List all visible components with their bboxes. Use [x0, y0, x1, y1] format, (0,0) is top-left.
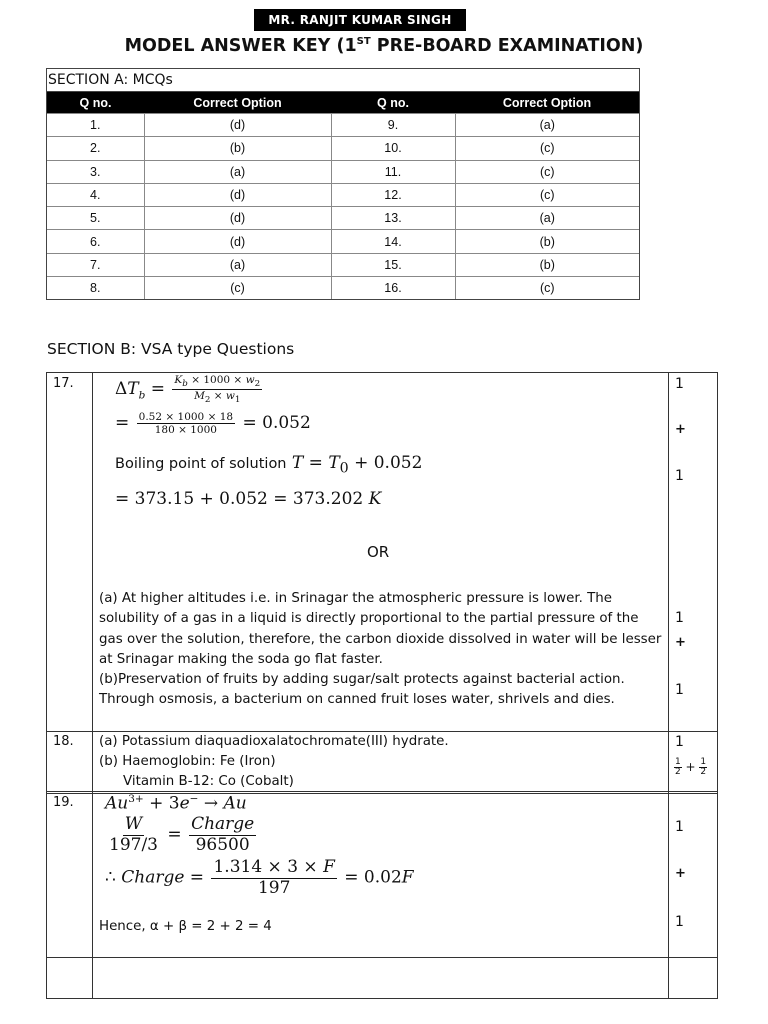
question-number-cell: 5.: [47, 207, 144, 230]
correct-option-cell: (b): [144, 137, 331, 160]
answer-paragraph-b: (b)Preservation of fruits by adding sugar/salt protects against bacterial action. Through osmosis, a bacterium on canned fruit loses water, shrivels and dies.: [99, 672, 625, 708]
question-number-cell: 2.: [47, 137, 144, 160]
correct-option-cell: (a): [455, 114, 639, 137]
marks-plus: +: [675, 422, 686, 437]
correct-option-cell: (b): [455, 230, 639, 253]
correct-option-cell: (d): [144, 230, 331, 253]
vsa-answer-table: [46, 372, 718, 999]
section-a-heading: SECTION A: MCQs: [47, 69, 639, 92]
question-number-cell: 6.: [47, 230, 144, 253]
correct-option-cell: (a): [144, 253, 331, 276]
title-superscript: ST: [356, 36, 371, 48]
correct-option-cell: (c): [144, 277, 331, 300]
question-number-cell: 15.: [331, 253, 455, 276]
correct-option-cell: (c): [455, 137, 639, 160]
title-part: MODEL ANSWER KEY (1: [124, 36, 357, 56]
correct-option-cell: (a): [144, 160, 331, 183]
marks-value: 1: [675, 819, 684, 835]
marks-plus: +: [675, 866, 686, 881]
formula-substitution: = $\frac{0.52 \times 1000 \times 18}{180 \times 1000}$ = 0.052: [115, 411, 311, 437]
formula-delta-tb: $\Delta T_b$ = $\frac{K_b \times 1000 \times w_2}{M_2 \times w_1}$: [115, 374, 261, 406]
mcq-row: [47, 277, 639, 300]
formula-charge: ∴ Charge = $\frac{1.314 \times 3 \times F}{197}$ = 0.02F: [105, 857, 414, 898]
column-header: Q no.: [47, 92, 144, 114]
question-number-cell: 8.: [47, 277, 144, 300]
marks-plus: +: [675, 635, 686, 650]
question-number-cell: 7.: [47, 253, 144, 276]
marks-value: 1: [675, 682, 684, 698]
correct-option-cell: (c): [455, 160, 639, 183]
marks-value: 1: [675, 376, 684, 392]
mcq-header-row: [47, 92, 639, 114]
answer-line: (b) Haemoglobin: Fe (Iron): [99, 754, 276, 769]
mcq-row: [47, 253, 639, 276]
section-b-heading: SECTION B: VSA type Questions: [47, 340, 295, 358]
formula-reduction: $Au^{3+} + 3e^- \to Au$: [105, 793, 247, 814]
marks-half-plus-half: $\frac{1}{2}$ + $\frac{1}{2}$: [675, 757, 707, 777]
or-separator: OR: [367, 543, 390, 561]
question-number-cell: 16.: [331, 277, 455, 300]
marks-value: 1: [675, 610, 684, 626]
mcq-row: [47, 230, 639, 253]
boiling-label: Boiling point of solution: [115, 456, 287, 472]
question-number-cell: 14.: [331, 230, 455, 253]
correct-option-cell: (d): [144, 183, 331, 206]
marks-value: 1: [675, 468, 684, 484]
column-header: Q no.: [331, 92, 455, 114]
author-name: MR. RANJIT KUMAR SINGH: [268, 13, 452, 27]
mcq-answer-table: [46, 68, 640, 300]
correct-option-cell: (b): [455, 253, 639, 276]
question-number-cell: 4.: [47, 183, 144, 206]
mcq-row: [47, 183, 639, 206]
mcq-row: [47, 137, 639, 160]
column-divider: [668, 373, 669, 998]
question-number-cell: 11.: [331, 160, 455, 183]
question-number-cell: 10.: [331, 137, 455, 160]
question-number-cell: 9.: [331, 114, 455, 137]
question-number-cell: 1.: [47, 114, 144, 137]
correct-option-cell: (c): [455, 183, 639, 206]
formula-ratio: $\frac{W}{197/3}$ = $\frac{\text{Charge}}{96500}$: [109, 814, 255, 855]
answer-conclusion: Hence, α + β = 2 + 2 = 4: [99, 919, 272, 934]
question-number-cell: 12.: [331, 183, 455, 206]
mcq-row: [47, 207, 639, 230]
page-title: [0, 36, 768, 56]
correct-option-cell: (d): [144, 114, 331, 137]
answer-paragraph-a: (a) At higher altitudes i.e. in Srinagar the atmospheric pressure is lower. The solubility of a gas in a liquid is directly proportional to the partial pressure of the gas over the solution, therefore, the carbon dioxide dissolved in water will be lesser at Srinagar making the soda go flat faster.: [99, 591, 662, 667]
author-banner: [254, 9, 466, 31]
question-number: 18.: [53, 734, 74, 749]
column-header: Correct Option: [144, 92, 331, 114]
row-divider: [47, 957, 717, 958]
question-number: 19.: [53, 795, 74, 810]
correct-option-cell: (d): [144, 207, 331, 230]
formula-boiling-point: Boiling point of solution $T = T_0 + 0.052$: [115, 453, 423, 477]
correct-option-cell: (a): [455, 207, 639, 230]
question-number: 17.: [53, 376, 74, 391]
column-header: Correct Option: [455, 92, 639, 114]
question-number-cell: 13.: [331, 207, 455, 230]
marks-value: 1: [675, 734, 684, 750]
column-divider: [92, 373, 93, 998]
answer-line: (a) Potassium diaquadioxalatochromate(III) hydrate.: [99, 734, 449, 749]
question-number-cell: 3.: [47, 160, 144, 183]
mcq-row: [47, 160, 639, 183]
marks-value: 1: [675, 914, 684, 930]
title-part: PRE-BOARD EXAMINATION): [370, 36, 644, 56]
mcq-row: [47, 114, 639, 137]
formula-result: = 373.15 + 0.052 = 373.202 K: [115, 489, 382, 509]
answer-line: Vitamin B-12: Co (Cobalt): [123, 774, 294, 789]
correct-option-cell: (c): [455, 277, 639, 300]
